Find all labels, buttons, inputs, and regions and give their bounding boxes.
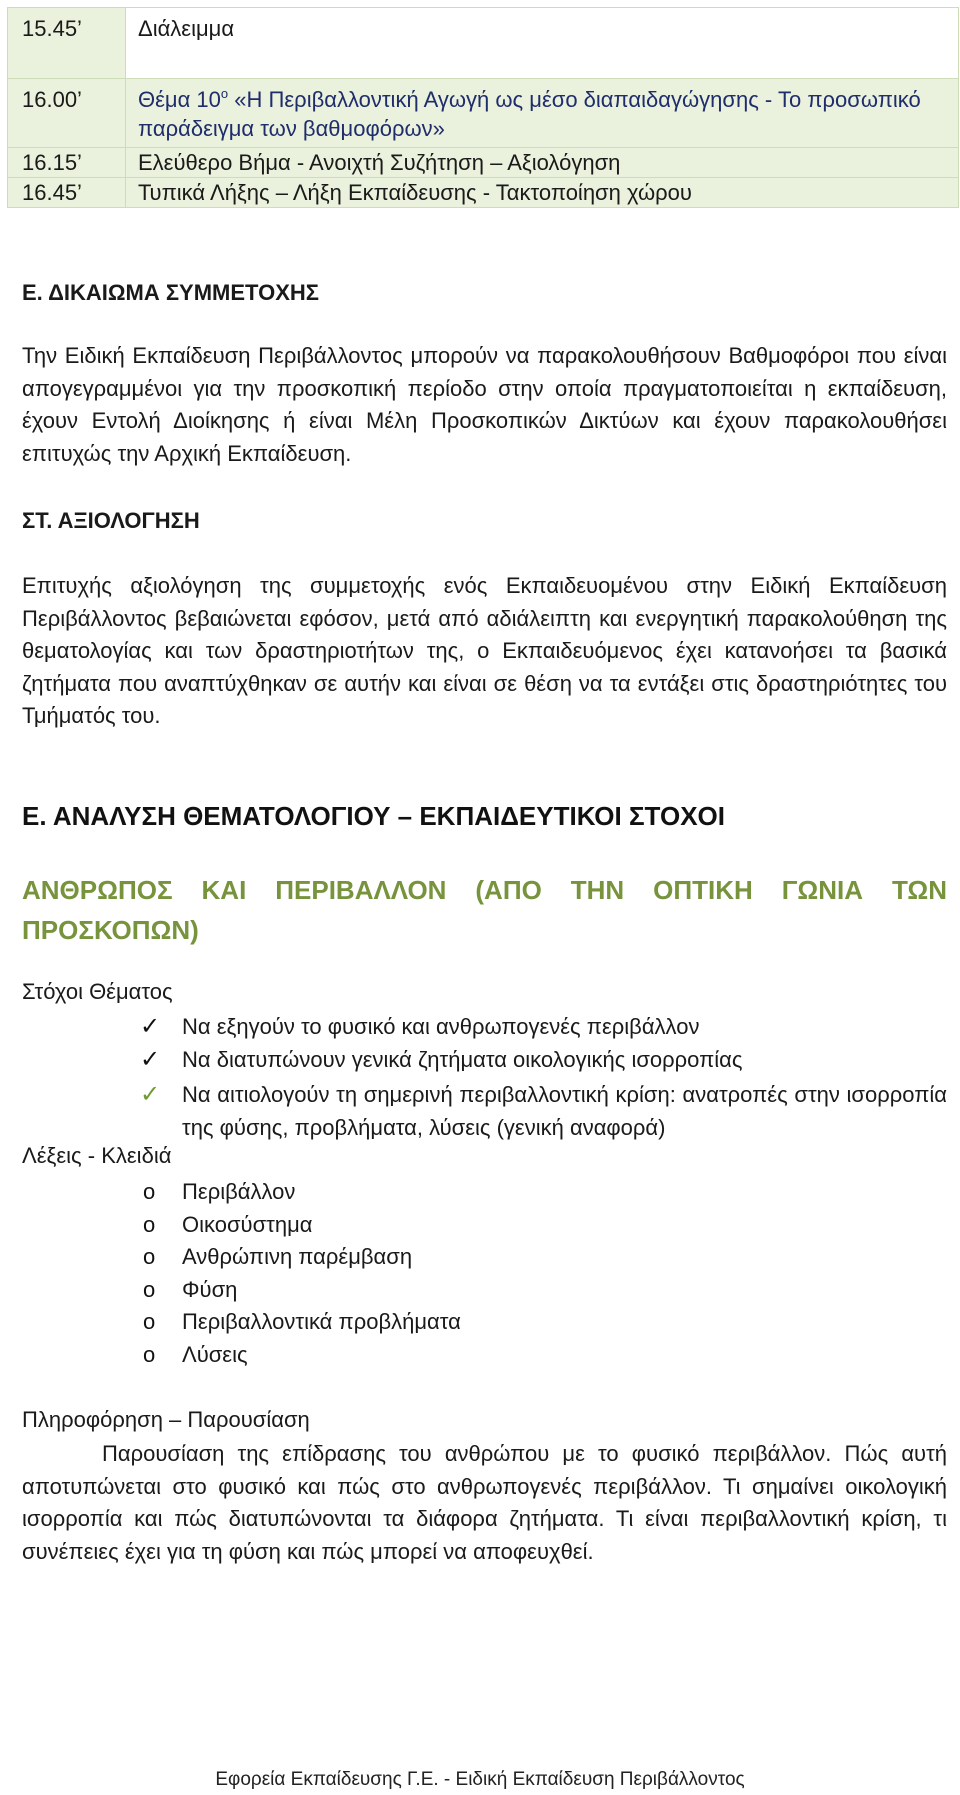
schedule-activity: Διάλειμμα (126, 8, 959, 79)
circle-bullet-icon: o (143, 1244, 156, 1269)
schedule-time: 16.15’ (8, 148, 126, 178)
list-item (0, 1079, 947, 1144)
theme-ordinal: ο (220, 86, 229, 101)
goal-text: Να εξηγούν το φυσικό και ανθρωπογενές περιβάλλον (182, 1014, 700, 1039)
goals-list (0, 1011, 947, 1144)
info-label: Πληροφόρηση – Παρουσίαση (22, 1407, 310, 1432)
keywords-list (0, 1176, 947, 1371)
keyword-text: Φύση (182, 1276, 238, 1302)
schedule-time: 15.45’ (8, 8, 126, 79)
analysis-subheading: ΑΝΘΡΩΠΟΣ ΚΑΙ ΠΕΡΙΒΑΛΛΟΝ (ΑΠΟ ΤΗΝ ΟΠΤΙΚΗ ΓΩΝΙΑ ΤΩΝ ΠΡΟΣΚΟΠΩΝ) (22, 875, 947, 945)
schedule-activity (126, 79, 959, 148)
schedule-table (7, 7, 959, 208)
section-e-heading: Ε. ΔΙΚΑΙΩΜΑ ΣΥΜΜΕΤΟΧΗΣ (22, 280, 319, 305)
keywords-label: Λέξεις - Κλειδιά (22, 1143, 172, 1168)
info-paragraph: Παρουσίαση της επίδρασης του ανθρώπου με το φυσικό περιβάλλον. Πώς αυτή αποτυπώνεται στο φυσικό και πώς στο ανθρωπογενές περιβάλλον. Τι σημαίνει οικολογική ισορροπία και πώς διατυπώνονται τα διάφορα ζητήματα. Τι είναι περιβαλλοντική κρίση, τι συνέπειες έχει για τη φύση και πώς μπορεί να αποφευχθεί. (22, 1441, 947, 1564)
list-item (0, 1044, 947, 1077)
list-item (0, 1306, 947, 1339)
goal-text: Να αιτιολογούν τη σημερινή περιβαλλοντική κρίση: ανατροπές στην ισορροπία της φύσης, προβλήματα, λύσεις (γενική αναφορά) (182, 1082, 947, 1140)
checkmark-icon: ✓ (140, 1081, 161, 1108)
page-footer: Εφορεία Εκπαίδευσης Γ.Ε. - Ειδική Εκπαίδευση Περιβάλλοντος (215, 1769, 745, 1790)
schedule-row (8, 8, 959, 79)
keyword-text: Ανθρώπινη παρέμβαση (182, 1244, 413, 1269)
checkmark-icon: ✓ (140, 1013, 161, 1040)
circle-bullet-icon: o (143, 1276, 156, 1302)
section-st-paragraph: Επιτυχής αξιολόγηση της συμμετοχής ενός Εκπαιδευομένου στην Ειδική Εκπαίδευση Περιβάλλοντος βεβαιώνεται εφόσον, μετά από αδιάλειπτη και ενεργητική παρακολούθηση της θεματολογίας και των δραστηριοτήτων της, ο Εκπαιδευόμενος έχει κατανοήσει τα βασικά ζητήματα που αναπτύχθηκαν σε αυτήν και είναι σε θέση να τα εντάξει στις δραστηριότητες του Τμήματός του. (22, 573, 947, 728)
keyword-text: Περιβάλλον (182, 1179, 296, 1204)
theme-number: Θέμα 10 (138, 87, 221, 112)
circle-bullet-icon: o (143, 1309, 156, 1334)
section-e-paragraph: Την Ειδική Εκπαίδευση Περιβάλλοντος μπορούν να παρακολουθήσουν Βαθμοφόροι που είναι απογεγραμμένοι για την προσκοπική περίοδο στην οποία πραγματοποιείται η εκπαίδευση, έχουν Εντολή Διοίκησης ή είναι Μέλη Προσκοπικών Δικτύων και έχουν παρακολουθήσει επιτυχώς την Αρχική Εκπαίδευση. (22, 343, 947, 466)
schedule-activity: Τυπικά Λήξης – Λήξη Εκπαίδευσης - Τακτοποίηση χώρου (126, 178, 959, 208)
keyword-text: Περιβαλλοντικά προβλήματα (182, 1309, 461, 1334)
list-item (0, 1176, 947, 1209)
schedule-time: 16.00’ (8, 79, 126, 148)
keyword-text: Λύσεις (182, 1341, 248, 1367)
schedule-activity: Ελεύθερο Βήμα - Ανοιχτή Συζήτηση – Αξιολόγηση (126, 148, 959, 178)
list-item (0, 1011, 947, 1044)
checkmark-icon: ✓ (140, 1045, 161, 1073)
schedule-row (8, 79, 959, 148)
keyword-text: Οικοσύστημα (182, 1211, 313, 1237)
goals-label: Στόχοι Θέματος (22, 979, 173, 1004)
circle-bullet-icon: o (143, 1341, 156, 1367)
circle-bullet-icon: o (143, 1179, 156, 1204)
goal-text: Να διατυπώνουν γενικά ζητήματα οικολογικής ισορροπίας (182, 1046, 743, 1072)
list-item (0, 1209, 947, 1242)
theme-title: «Η Περιβαλλοντική Αγωγή ως μέσο διαπαιδαγώγησης - Το προσωπικό παράδειγμα των βαθμοφόρων» (138, 87, 921, 141)
circle-bullet-icon: o (143, 1211, 156, 1237)
analysis-heading: Ε. ΑΝΑΛΥΣΗ ΘΕΜΑΤΟΛΟΓΙΟΥ – ΕΚΠΑΙΔΕΥΤΙΚΟΙ ΣΤΟΧΟΙ (22, 801, 725, 831)
schedule-row (8, 148, 959, 178)
section-st-heading: ΣΤ. ΑΞΙΟΛΟΓΗΣΗ (22, 508, 200, 533)
list-item (0, 1339, 947, 1372)
schedule-row (8, 178, 959, 208)
list-item (0, 1274, 947, 1307)
schedule-time: 16.45’ (8, 178, 126, 208)
list-item (0, 1241, 947, 1274)
